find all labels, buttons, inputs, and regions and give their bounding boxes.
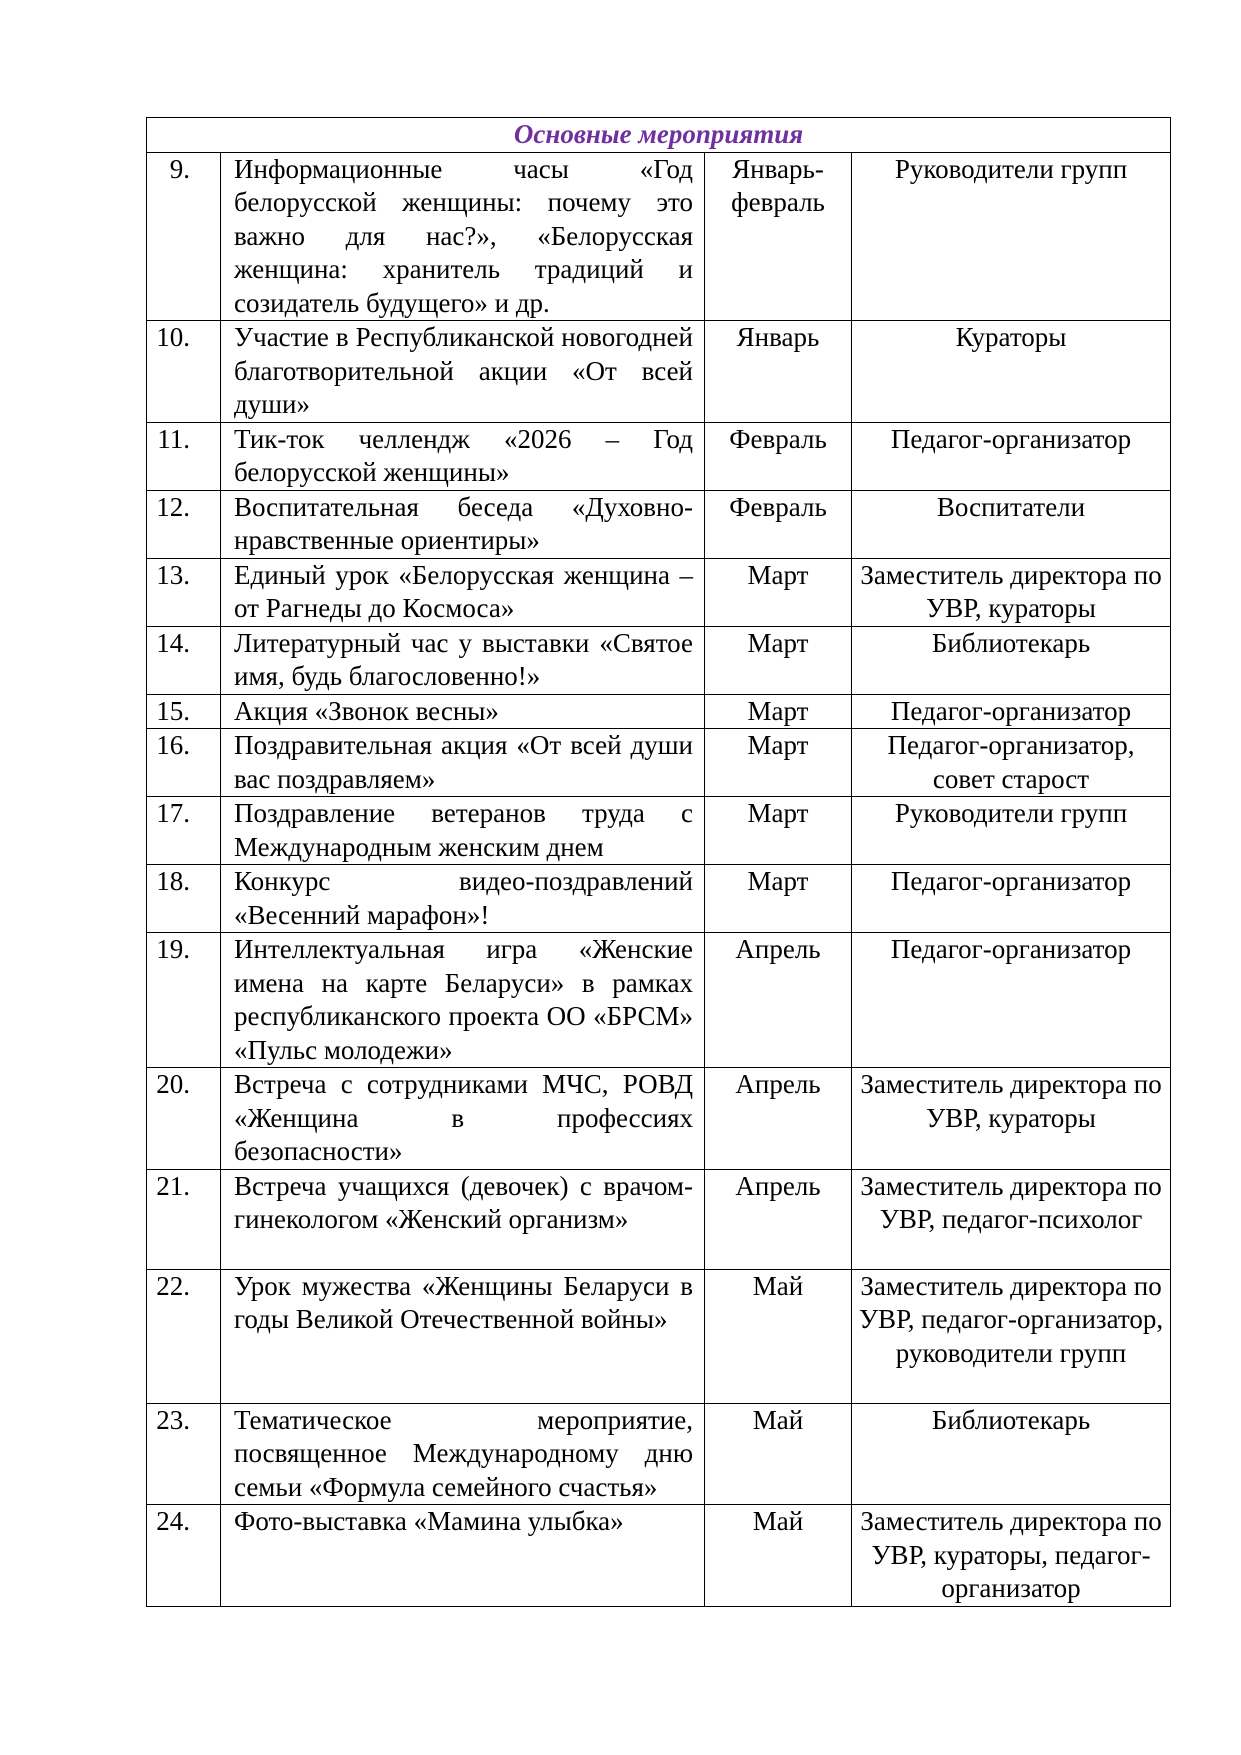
event-title: Интеллектуальная игра «Женские имена на карте Беларуси» в рамках республиканского проекта ОО «БРСМ» «Пульс молодежи»	[221, 933, 705, 1068]
table-row	[147, 1505, 1171, 1607]
event-title: Информационные часы «Год белорусской женщины: почему это важно для нас?», «Белорусская женщина: хранитель традиций и созидатель будущего» и др.	[221, 152, 705, 321]
row-number: 9.	[147, 152, 221, 321]
event-period: Апрель	[705, 1068, 852, 1170]
event-period: Май	[705, 1269, 852, 1403]
event-period: Май	[705, 1505, 852, 1607]
table-row	[147, 1403, 1171, 1505]
event-title: Встреча с сотрудниками МЧС, РОВД «Женщина в профессиях безопасности»	[221, 1068, 705, 1170]
event-responsible: Руководители групп	[852, 797, 1171, 865]
row-number: 10.	[147, 321, 221, 423]
event-responsible: Заместитель директора по УВР, кураторы	[852, 558, 1171, 626]
table-row	[147, 626, 1171, 694]
event-period: Февраль	[705, 490, 852, 558]
table-row	[147, 865, 1171, 933]
row-number: 23.	[147, 1403, 221, 1505]
table-row	[147, 558, 1171, 626]
row-number: 20.	[147, 1068, 221, 1170]
row-number: 17.	[147, 797, 221, 865]
event-responsible: Педагог-организатор, совет старост	[852, 729, 1171, 797]
event-title: Урок мужества «Женщины Беларуси в годы Великой Отечественной войны»	[221, 1269, 705, 1403]
row-number: 11.	[147, 422, 221, 490]
event-responsible: Руководители групп	[852, 152, 1171, 321]
event-responsible: Кураторы	[852, 321, 1171, 423]
event-period: Апрель	[705, 1169, 852, 1269]
event-title: Воспитательная беседа «Духовно-нравственные ориентиры»	[221, 490, 705, 558]
event-responsible: Библиотекарь	[852, 626, 1171, 694]
table-row	[147, 490, 1171, 558]
event-period: Февраль	[705, 422, 852, 490]
event-responsible: Заместитель директора по УВР, кураторы, педагог-организатор	[852, 1505, 1171, 1607]
event-title: Фото-выставка «Мамина улыбка»	[221, 1505, 705, 1607]
row-number: 13.	[147, 558, 221, 626]
row-number: 14.	[147, 626, 221, 694]
event-period: Январь-февраль	[705, 152, 852, 321]
event-period: Март	[705, 626, 852, 694]
event-title: Поздравительная акция «От всей души вас поздравляем»	[221, 729, 705, 797]
event-period: Март	[705, 729, 852, 797]
event-title: Литературный час у выставки «Святое имя, будь благословенно!»	[221, 626, 705, 694]
event-responsible: Заместитель директора по УВР, кураторы	[852, 1068, 1171, 1170]
row-number: 12.	[147, 490, 221, 558]
event-period: Март	[705, 797, 852, 865]
row-number: 19.	[147, 933, 221, 1068]
table-row	[147, 1269, 1171, 1403]
events-table-body	[147, 118, 1171, 1607]
event-title: Участие в Республиканской новогодней благотворительной акции «От всей души»	[221, 321, 705, 423]
event-title: Акция «Звонок весны»	[221, 694, 705, 729]
table-row	[147, 1068, 1171, 1170]
event-period: Март	[705, 865, 852, 933]
row-number: 18.	[147, 865, 221, 933]
table-row	[147, 1169, 1171, 1269]
row-number: 15.	[147, 694, 221, 729]
event-responsible: Заместитель директора по УВР, педагог-психолог	[852, 1169, 1171, 1269]
event-period: Апрель	[705, 933, 852, 1068]
event-responsible: Библиотекарь	[852, 1403, 1171, 1505]
event-title: Тик-ток челлендж «2026 – Год белорусской женщины»	[221, 422, 705, 490]
event-responsible: Заместитель директора по УВР, педагог-организатор, руководители групп	[852, 1269, 1171, 1403]
event-responsible: Педагог-организатор	[852, 933, 1171, 1068]
event-period: Март	[705, 558, 852, 626]
table-row	[147, 694, 1171, 729]
table-row	[147, 729, 1171, 797]
event-title: Тематическое мероприятие, посвященное Международному дню семьи «Формула семейного счастья»	[221, 1403, 705, 1505]
event-title: Поздравление ветеранов труда с Международным женским днем	[221, 797, 705, 865]
event-period: Май	[705, 1403, 852, 1505]
event-responsible: Педагог-организатор	[852, 422, 1171, 490]
table-row	[147, 152, 1171, 321]
table-row	[147, 321, 1171, 423]
event-title: Единый урок «Белорусская женщина – от Рагнеды до Космоса»	[221, 558, 705, 626]
event-title: Встреча учащихся (девочек) с врачом-гинекологом «Женский организм»	[221, 1169, 705, 1269]
event-title: Конкурс видео-поздравлений «Весенний марафон»!	[221, 865, 705, 933]
row-number: 16.	[147, 729, 221, 797]
row-number: 24.	[147, 1505, 221, 1607]
section-title: Основные мероприятия	[147, 118, 1171, 153]
table-row	[147, 933, 1171, 1068]
event-responsible: Воспитатели	[852, 490, 1171, 558]
event-period: Март	[705, 694, 852, 729]
row-number: 22.	[147, 1269, 221, 1403]
section-heading-row	[147, 118, 1171, 153]
row-number: 21.	[147, 1169, 221, 1269]
event-responsible: Педагог-организатор	[852, 865, 1171, 933]
event-responsible: Педагог-организатор	[852, 694, 1171, 729]
table-row	[147, 422, 1171, 490]
table-row	[147, 797, 1171, 865]
event-period: Январь	[705, 321, 852, 423]
events-table	[146, 117, 1171, 1607]
